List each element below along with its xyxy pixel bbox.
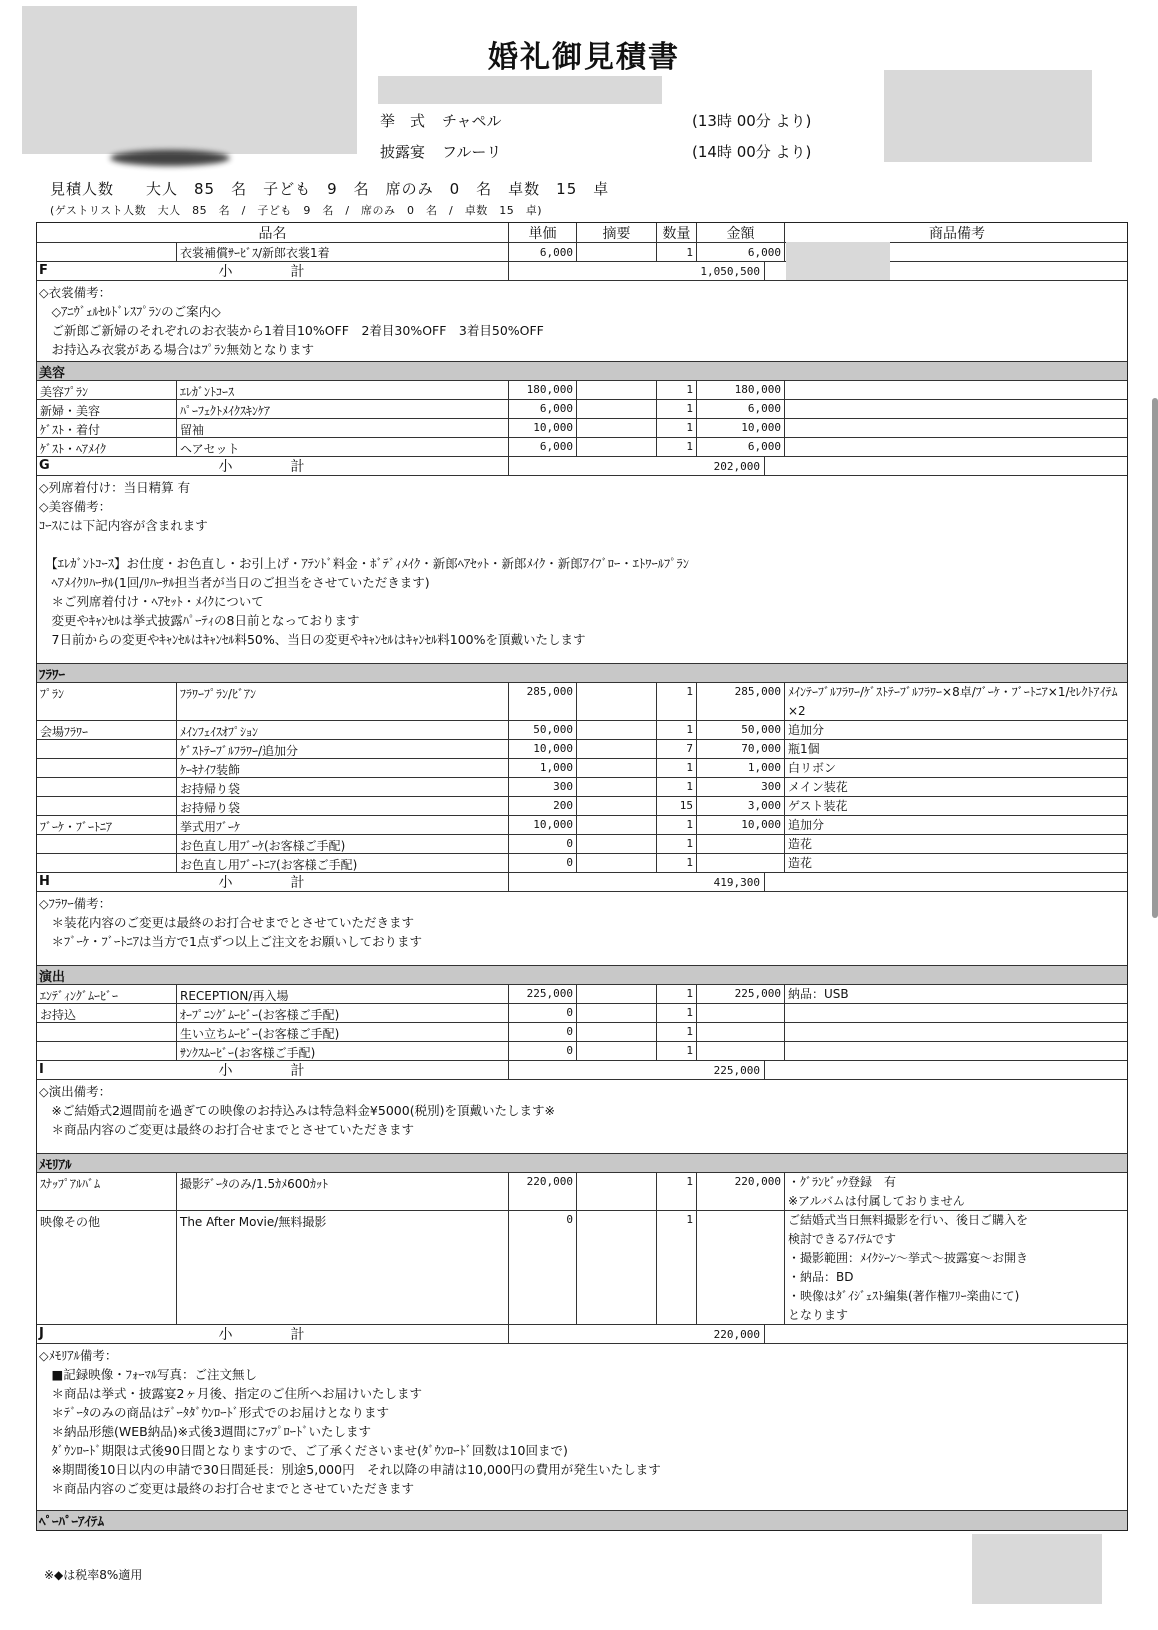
- row-amount: 10,000: [697, 816, 785, 834]
- row-note: 追加分: [788, 723, 825, 737]
- table-row: [37, 438, 1127, 457]
- row-qty: 1: [657, 419, 697, 437]
- table-row: [37, 721, 1127, 740]
- row-amount: 225,000: [697, 985, 785, 1003]
- row-qty: 1: [657, 438, 697, 456]
- row-note: ご結婚式当日無料撮影を行い、後日ご購入を 検討できるｱｲﾃﾑです ・撮影範囲：ﾒｲｸｼｰﾝ～挙式～披露宴～お開き ・納品：BD ・映像はﾀﾞｲｼﾞｪｽﾄ編集(著作権ﾌﾘｰ楽曲にて) となります: [788, 1213, 1029, 1322]
- row-category: [37, 759, 177, 777]
- row-price: 10,000: [509, 419, 577, 437]
- subtotal-label: 小 計: [218, 1327, 327, 1343]
- redacted-remark-block: [786, 242, 890, 280]
- row-name: 撮影ﾃﾞｰﾀのみ/1.5ｶﾒ600ｶｯﾄ: [177, 1173, 509, 1210]
- row-summary: [577, 1004, 657, 1022]
- section-rows-j: [37, 1173, 1127, 1325]
- row-name: ｴﾚｶﾞﾝﾄｺｰｽ: [177, 381, 509, 399]
- row-price: 200: [509, 797, 577, 815]
- row-price: 6,000: [509, 243, 577, 261]
- row-note: 瓶1個: [788, 742, 820, 756]
- row-note: [785, 1042, 1129, 1060]
- row-price: 285,000: [509, 683, 577, 720]
- row-category: [37, 1042, 177, 1060]
- row-category: [37, 740, 177, 758]
- row-category: ｴﾝﾃﾞｨﾝｸﾞﾑｰﾋﾞｰ: [37, 985, 177, 1003]
- row-price: 0: [509, 1042, 577, 1060]
- section-header-i: 演出: [37, 966, 1127, 985]
- row-name: ｵｰﾌﾟﾆﾝｸﾞﾑｰﾋﾞｰ(お客様ご手配): [177, 1004, 509, 1022]
- row-category: [37, 835, 177, 853]
- row-note: [785, 400, 1129, 418]
- row-note: [785, 381, 1129, 399]
- row-qty: 1: [657, 1004, 697, 1022]
- row-amount: 180,000: [697, 381, 785, 399]
- row-price: 220,000: [509, 1173, 577, 1210]
- guest-list-line: (ゲストリスト人数 大人 85 名 / 子ども 9 名 / 席のみ 0 名 / 卓数 15 卓): [50, 204, 543, 217]
- row-price: 10,000: [509, 740, 577, 758]
- table-row: [37, 740, 1127, 759]
- table-row: [37, 985, 1127, 1004]
- section-header-k: ﾍﾟｰﾊﾟｰｱｲﾃﾑ: [37, 1511, 1127, 1530]
- ceremony-label: 挙 式: [380, 112, 426, 130]
- redacted-stamp-block: [884, 70, 1092, 162]
- row-note: ﾒｲﾝﾃｰﾌﾞﾙﾌﾗﾜｰ/ｹﾞｽﾄﾃｰﾌﾞﾙﾌﾗﾜｰ×8卓/ﾌﾞｰｹ・ﾌﾞｰﾄﾆｱ×1/ｾﾚｸﾄｱｲﾃﾑ×2: [788, 685, 1118, 718]
- row-qty: 15: [657, 797, 697, 815]
- row-qty: 1: [657, 683, 697, 720]
- row-qty: 1: [657, 778, 697, 796]
- row-note: ゲスト装花: [788, 799, 848, 813]
- subtotal-letter: G: [39, 458, 50, 473]
- ceremony-time: (13時 00分 より): [692, 112, 812, 130]
- subtotal-label: 小 計: [218, 264, 327, 280]
- row-category: [37, 1023, 177, 1041]
- row-summary: [577, 854, 657, 872]
- row-amount: 285,000: [697, 683, 785, 720]
- row-name: お持帰り袋: [177, 797, 509, 815]
- row-name: 生い立ちﾑｰﾋﾞｰ(お客様ご手配): [177, 1023, 509, 1041]
- row-qty: 1: [657, 1211, 697, 1324]
- table-row: [37, 400, 1127, 419]
- estimate-table: [36, 222, 1128, 1531]
- row-summary: [577, 683, 657, 720]
- row-summary: [577, 759, 657, 777]
- row-qty: 1: [657, 985, 697, 1003]
- row-qty: 1: [657, 1042, 697, 1060]
- row-price: 10,000: [509, 816, 577, 834]
- table-row: [37, 1042, 1127, 1061]
- row-name: ヘアセット: [177, 438, 509, 456]
- row-category: ｹﾞｽﾄ・ﾍｱﾒｲｸ: [37, 438, 177, 456]
- row-summary: [577, 835, 657, 853]
- row-name: ｹｰｷﾅｲﾌ装飾: [177, 759, 509, 777]
- notes-h: ◇ﾌﾗﾜｰ備考： ＊装花内容のご変更は最終のお打合せまでとさせていただきます ＊ﾌﾞｰｹ・ﾌﾞｰﾄﾆｱは当方で1点ずつ以上ご注文をお願いしております: [37, 892, 1127, 966]
- row-note: [785, 1023, 1129, 1041]
- table-row: [37, 797, 1127, 816]
- redacted-smudge: [110, 150, 230, 166]
- subtotal-amount: 1,050,500: [509, 262, 765, 280]
- row-qty: 1: [657, 1023, 697, 1041]
- row-name: ｻﾝｸｽﾑｰﾋﾞｰ(お客様ご手配): [177, 1042, 509, 1060]
- section-rows-h: [37, 683, 1127, 873]
- row-qty: 1: [657, 721, 697, 739]
- row-category: [37, 797, 177, 815]
- row-qty: 1: [657, 243, 697, 261]
- row-category: 会場ﾌﾗﾜｰ: [37, 721, 177, 739]
- row-note: 納品：USB: [788, 987, 849, 1001]
- row-name: RECEPTION/再入場: [177, 985, 509, 1003]
- row-price: 300: [509, 778, 577, 796]
- row-price: 180,000: [509, 381, 577, 399]
- row-note: [785, 438, 1129, 456]
- row-name: ﾊﾟｰﾌｪｸﾄﾒｲｸｽｷﾝｹｱ: [177, 400, 509, 418]
- row-name: 挙式用ﾌﾞｰｹ: [177, 816, 509, 834]
- redacted-name-block: [378, 76, 662, 104]
- row-category: 映像その他: [37, 1211, 177, 1324]
- row-amount: 300: [697, 778, 785, 796]
- row-amount: [697, 835, 785, 853]
- row-note: 白リボン: [788, 761, 837, 775]
- row-name: ｹﾞｽﾄﾃｰﾌﾞﾙﾌﾗﾜｰ/追加分: [177, 740, 509, 758]
- table-row: [37, 1023, 1127, 1042]
- subtotal-row-j: [37, 1325, 1127, 1344]
- row-qty: 1: [657, 835, 697, 853]
- row-summary: [577, 797, 657, 815]
- document-title: 婚礼御見積書: [488, 40, 680, 75]
- row-category: 美容ﾌﾟﾗﾝ: [37, 381, 177, 399]
- row-amount: [697, 1042, 785, 1060]
- row-summary: [577, 243, 657, 261]
- row-note: 造花: [788, 837, 813, 851]
- row-summary: [577, 740, 657, 758]
- row-category: ｹﾞｽﾄ・着付: [37, 419, 177, 437]
- scrollbar[interactable]: [1152, 398, 1158, 918]
- section-rows-i: [37, 985, 1127, 1061]
- row-summary: [577, 400, 657, 418]
- table-row: [37, 419, 1127, 438]
- row-qty: 1: [657, 759, 697, 777]
- row-price: 50,000: [509, 721, 577, 739]
- reception-venue: フルーリ: [442, 143, 502, 161]
- row-category: [37, 778, 177, 796]
- row-price: 0: [509, 1211, 577, 1324]
- row-amount: 6,000: [697, 400, 785, 418]
- row-name: お色直し用ﾌﾞｰﾄﾆｱ(お客様ご手配): [177, 854, 509, 872]
- row-summary: [577, 778, 657, 796]
- notes-i: ◇演出備考： ※ご結婚式2週間前を過ぎての映像のお持込みは特急料金¥5000(税別)を頂戴いたします※ ＊商品内容のご変更は最終のお打合せまでとさせていただきます: [37, 1080, 1127, 1154]
- row-name: The After Movie/無料撮影: [177, 1211, 509, 1324]
- subtotal-label: 小 計: [218, 875, 327, 891]
- subtotal-amount: 225,000: [509, 1061, 765, 1079]
- row-amount: 50,000: [697, 721, 785, 739]
- notes-f: ◇衣裳備考： ◇ｱﾆｳﾞｪﾙｾﾙﾄﾞﾚｽﾌﾟﾗﾝのご案内◇ ご新郎ご新婦のそれぞれのお衣装から1着目10%OFF 2着目30%OFF 3着目50%OFF お持込み衣裳がある場合はﾌﾟﾗﾝ無効となります: [37, 281, 1127, 362]
- row-summary: [577, 381, 657, 399]
- row-amount: 3,000: [697, 797, 785, 815]
- row-price: 6,000: [509, 438, 577, 456]
- subtotal-letter: I: [39, 1062, 44, 1077]
- notes-j: ◇ﾒﾓﾘｱﾙ備考： ■記録映像・ﾌｫｰﾏﾙ写真：ご注文無し ＊商品は挙式・披露宴2ヶ月後、指定のご住所へお届けいたします ＊ﾃﾞｰﾀのみの商品はﾃﾞｰﾀﾀﾞｳﾝﾛｰﾄﾞ形式でのお届けとなります ＊納品形態(WEB納品)※式後3週間にｱｯﾌﾟﾛｰﾄﾞいたします ﾀﾞｳﾝﾛｰﾄﾞ期限は式後90日間となりますので、ご了承くださいませ(ﾀﾞｳﾝﾛｰﾄﾞ回数は10回まで) ※期間後10日以内の申請で30日間延長：別途5,000円 それ以降の申請は10,000円の費用が発生いたします ＊商品内容のご変更は最終のお打合せまでとさせていただきます: [37, 1344, 1127, 1511]
- row-amount: [697, 1023, 785, 1041]
- row-summary: [577, 1023, 657, 1041]
- row-summary: [577, 816, 657, 834]
- row-amount: [697, 1004, 785, 1022]
- row-price: 225,000: [509, 985, 577, 1003]
- reception-time: (14時 00分 より): [692, 143, 812, 161]
- reception-label: 披露宴: [380, 143, 426, 161]
- row-price: 6,000: [509, 400, 577, 418]
- row-category: [37, 854, 177, 872]
- row-amount: 6,000: [697, 243, 785, 261]
- table-header-row: [37, 223, 1127, 243]
- row-name: 留袖: [177, 419, 509, 437]
- col-item: 品名: [37, 223, 509, 242]
- subtotal-amount: 220,000: [509, 1325, 765, 1343]
- row-note: 追加分: [788, 818, 825, 832]
- row-category: [37, 243, 177, 261]
- section-header-g: 美容: [37, 362, 1127, 381]
- row-qty: 7: [657, 740, 697, 758]
- row-name: ﾒｲﾝﾌｪｲｽｵﾌﾟｼｮﾝ: [177, 721, 509, 739]
- subtotal-letter: J: [39, 1326, 44, 1341]
- row-category: お持込: [37, 1004, 177, 1022]
- row-amount: 1,000: [697, 759, 785, 777]
- subtotal-row-f: [37, 262, 1127, 281]
- subtotal-label: 小 計: [218, 1063, 327, 1079]
- section-rows-g: [37, 381, 1127, 457]
- subtotal-letter: H: [39, 874, 50, 889]
- row-qty: 1: [657, 1173, 697, 1210]
- col-unit-price: 単価: [509, 223, 577, 242]
- ceremony-venue: チャペル: [442, 112, 502, 130]
- row-amount: 220,000: [697, 1173, 785, 1210]
- col-amount: 金額: [697, 223, 785, 242]
- row-note: [785, 1004, 1129, 1022]
- table-row: [37, 1211, 1127, 1325]
- row-summary: [577, 985, 657, 1003]
- row-name: お色直し用ﾌﾞｰｹ(お客様ご手配): [177, 835, 509, 853]
- table-row: [37, 835, 1127, 854]
- row-summary: [577, 438, 657, 456]
- footer-tax-note: ※◆は税率8%適用: [44, 1568, 143, 1582]
- table-row: [37, 778, 1127, 797]
- section-header-j: ﾒﾓﾘｱﾙ: [37, 1154, 1127, 1173]
- estimate-count-line: 見積人数 大人 85 名 子ども 9 名 席のみ 0 名 卓数 15 卓: [50, 180, 610, 198]
- row-note: ・ｸﾞﾗﾝﾋﾞｯｸ登録 有 ※アルバムは付属しておりません: [788, 1175, 965, 1208]
- subtotal-letter: F: [39, 263, 48, 278]
- row-amount: 6,000: [697, 438, 785, 456]
- row-summary: [577, 1211, 657, 1324]
- row-category: 新婦・美容: [37, 400, 177, 418]
- row-amount: [697, 854, 785, 872]
- table-row: [37, 683, 1127, 721]
- redacted-logo-block: [22, 6, 357, 154]
- row-category: ﾌﾟﾗﾝ: [37, 683, 177, 720]
- subtotal-amount: 419,300: [509, 873, 765, 891]
- row-qty: 1: [657, 816, 697, 834]
- table-row: [37, 243, 1127, 262]
- row-note: メイン装花: [788, 780, 848, 794]
- row-summary: [577, 419, 657, 437]
- row-note: [785, 419, 1129, 437]
- table-row: [37, 381, 1127, 400]
- row-price: 0: [509, 835, 577, 853]
- row-amount: 70,000: [697, 740, 785, 758]
- table-row: [37, 1173, 1127, 1211]
- subtotal-row-i: [37, 1061, 1127, 1080]
- table-row: [37, 816, 1127, 835]
- row-price: 0: [509, 1004, 577, 1022]
- col-qty: 数量: [657, 223, 697, 242]
- subtotal-row-h: [37, 873, 1127, 892]
- row-name: ﾌﾗﾜｰﾌﾟﾗﾝ/ﾋﾞｱﾝ: [177, 683, 509, 720]
- row-price: 0: [509, 1023, 577, 1041]
- col-remarks: 商品備考: [929, 225, 985, 242]
- subtotal-label: 小 計: [218, 459, 327, 475]
- row-summary: [577, 1173, 657, 1210]
- subtotal-amount: 202,000: [509, 457, 765, 475]
- notes-g: ◇列席着付け：当日精算 有 ◇美容備考： ｺｰｽには下記内容が含まれます 【ｴﾚｶﾞﾝﾄｺｰｽ】お仕度・お色直し・お引上げ・ｱﾃﾝﾄﾞ料金・ﾎﾞﾃﾞｨﾒｲｸ・新郎ﾍｱｾｯﾄ・新郎ﾒｲｸ・新郎ｱｲﾌﾞﾛｰ・ｴﾄﾜｰﾙﾌﾟﾗﾝ ﾍｱﾒｲｸﾘﾊｰｻﾙ(1回/ﾘﾊｰｻﾙ担当者が当日のご担当をさせていただきます) ＊ご列席着付け・ﾍｱｾｯﾄ・ﾒｲｸについて 変更やｷｬﾝｾﾙは挙式披露ﾊﾟｰﾃｨの8日前となっております 7日前からの変更やｷｬﾝｾﾙはｷｬﾝｾﾙ料50%、当日の変更やｷｬﾝｾﾙはｷｬﾝｾﾙ料100%を頂戴いたします: [37, 476, 1127, 664]
- row-price: 1,000: [509, 759, 577, 777]
- subtotal-row-g: [37, 457, 1127, 476]
- row-note: 造花: [788, 856, 813, 870]
- row-price: 0: [509, 854, 577, 872]
- row-summary: [577, 721, 657, 739]
- redacted-corner-block: [972, 1534, 1102, 1604]
- row-category: ﾌﾞｰｹ・ﾌﾞｰﾄﾆｱ: [37, 816, 177, 834]
- row-qty: 1: [657, 400, 697, 418]
- table-row: [37, 1004, 1127, 1023]
- row-name: 衣裳補償ｻｰﾋﾞｽ/新郎衣裳1着: [177, 243, 509, 261]
- section-header-h: ﾌﾗﾜｰ: [37, 664, 1127, 683]
- row-amount: [697, 1211, 785, 1324]
- table-row: [37, 759, 1127, 778]
- row-qty: 1: [657, 381, 697, 399]
- table-row: [37, 854, 1127, 873]
- row-qty: 1: [657, 854, 697, 872]
- row-summary: [577, 1042, 657, 1060]
- row-name: お持帰り袋: [177, 778, 509, 796]
- row-category: ｽﾅｯﾌﾟｱﾙﾊﾞﾑ: [37, 1173, 177, 1210]
- col-summary: 摘要: [577, 223, 657, 242]
- row-amount: 10,000: [697, 419, 785, 437]
